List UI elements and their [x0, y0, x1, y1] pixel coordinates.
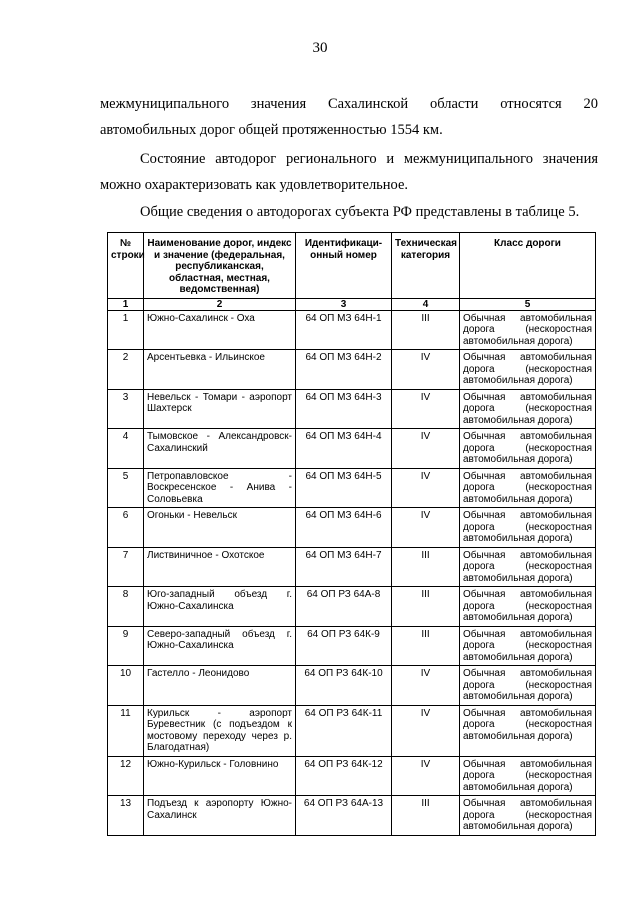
road-class-cell: Обычная автомобильная дорога (нескоростная автомобильная дорога): [460, 626, 596, 666]
table-row: [108, 389, 596, 429]
table-row: [108, 626, 596, 666]
tech-category-cell: IV: [392, 429, 460, 469]
road-class-cell: Обычная автомобильная дорога (нескоростная автомобильная дорога): [460, 705, 596, 756]
tech-category-cell: III: [392, 310, 460, 350]
row-number-cell: 13: [108, 796, 144, 836]
id-number-cell: 64 ОП МЗ 64Н-1: [296, 310, 392, 350]
row-number-cell: 5: [108, 468, 144, 508]
row-number-cell: 9: [108, 626, 144, 666]
tech-category-cell: III: [392, 796, 460, 836]
table-body: [108, 310, 596, 835]
row-number-cell: 12: [108, 756, 144, 796]
road-name-cell: Южно-Сахалинск - Оха: [144, 310, 296, 350]
paragraph-roads-count: межмуниципального значения Сахалинской области относятся 20 автомобильных дорог общей протяженностью 1554 км.: [100, 95, 598, 138]
id-number-cell: 64 ОП РЗ 64А-8: [296, 587, 392, 627]
column-number: 4: [392, 298, 460, 310]
road-name-cell: Петропавловское - Воскресенское - Анива - Соловьевка: [144, 468, 296, 508]
road-name-cell: Тымовское - Александровск-Сахалинский: [144, 429, 296, 469]
tech-category-cell: IV: [392, 468, 460, 508]
tech-category-cell: IV: [392, 389, 460, 429]
table-row: [108, 468, 596, 508]
header-road-class: Класс дороги: [460, 233, 596, 299]
table-header-row: [108, 233, 596, 299]
column-number: 3: [296, 298, 392, 310]
road-class-cell: Обычная автомобильная дорога (нескоростная автомобильная дорога): [460, 756, 596, 796]
tech-category-cell: IV: [392, 666, 460, 706]
road-class-cell: Обычная автомобильная дорога (нескоростная автомобильная дорога): [460, 350, 596, 390]
road-name-cell: Северо-западный объезд г. Южно-Сахалинска: [144, 626, 296, 666]
table-row: [108, 796, 596, 836]
row-number-cell: 4: [108, 429, 144, 469]
road-class-cell: Обычная автомобильная дорога (нескоростная автомобильная дорога): [460, 547, 596, 587]
id-number-cell: 64 ОП МЗ 64Н-3: [296, 389, 392, 429]
road-class-cell: Обычная автомобильная дорога (нескоростная автомобильная дорога): [460, 508, 596, 548]
tech-category-cell: III: [392, 626, 460, 666]
road-class-cell: Обычная автомобильная дорога (нескоростная автомобильная дорога): [460, 666, 596, 706]
road-class-cell: Обычная автомобильная дорога (нескоростная автомобильная дорога): [460, 429, 596, 469]
table-row: [108, 508, 596, 548]
paragraph-table-intro: Общие сведения о автодорогах субъекта РФ представлены в таблице 5.: [140, 203, 580, 220]
column-number: 1: [108, 298, 144, 310]
roads-table: [107, 232, 596, 836]
tech-category-cell: IV: [392, 508, 460, 548]
row-number-cell: 7: [108, 547, 144, 587]
id-number-cell: 64 ОП РЗ 64К-11: [296, 705, 392, 756]
road-class-cell: Обычная автомобильная дорога (нескоростная автомобильная дорога): [460, 310, 596, 350]
page-number: 30: [312, 40, 328, 56]
road-name-cell: Юго-западный объезд г. Южно-Сахалинска: [144, 587, 296, 627]
road-name-cell: Арсентьевка - Ильинское: [144, 350, 296, 390]
header-id-number: Идентификаци-онный номер: [296, 233, 392, 299]
column-number: 5: [460, 298, 596, 310]
tech-category-cell: III: [392, 587, 460, 627]
road-class-cell: Обычная автомобильная дорога (нескоростная автомобильная дорога): [460, 389, 596, 429]
row-number-cell: 2: [108, 350, 144, 390]
table-row: [108, 350, 596, 390]
road-class-cell: Обычная автомобильная дорога (нескоростная автомобильная дорога): [460, 468, 596, 508]
header-road-name: Наименование дорог, индекс и значение (федеральная, республиканская, областная, местная, ведомственная): [144, 233, 296, 299]
table-row: [108, 756, 596, 796]
road-name-cell: Листвиничное - Охотское: [144, 547, 296, 587]
road-class-cell: Обычная автомобильная дорога (нескоростная автомобильная дорога): [460, 796, 596, 836]
row-number-cell: 1: [108, 310, 144, 350]
column-number: 2: [144, 298, 296, 310]
id-number-cell: 64 ОП МЗ 64Н-2: [296, 350, 392, 390]
id-number-cell: 64 ОП РЗ 64К-12: [296, 756, 392, 796]
row-number-cell: 3: [108, 389, 144, 429]
table-row: [108, 429, 596, 469]
id-number-cell: 64 ОП МЗ 64Н-7: [296, 547, 392, 587]
column-numbers-row: [108, 298, 596, 310]
tech-category-cell: IV: [392, 756, 460, 796]
header-row-number: № строки: [108, 233, 144, 299]
tech-category-cell: III: [392, 547, 460, 587]
id-number-cell: 64 ОП РЗ 64К-9: [296, 626, 392, 666]
row-number-cell: 10: [108, 666, 144, 706]
row-number-cell: 11: [108, 705, 144, 756]
row-number-cell: 6: [108, 508, 144, 548]
row-number-cell: 8: [108, 587, 144, 627]
road-class-cell: Обычная автомобильная дорога (нескоростная автомобильная дорога): [460, 587, 596, 627]
id-number-cell: 64 ОП МЗ 64Н-6: [296, 508, 392, 548]
road-name-cell: Гастелло - Леонидово: [144, 666, 296, 706]
table-row: [108, 547, 596, 587]
road-name-cell: Невельск - Томари - аэропорт Шахтерск: [144, 389, 296, 429]
id-number-cell: 64 ОП МЗ 64Н-4: [296, 429, 392, 469]
road-name-cell: Огоньки - Невельск: [144, 508, 296, 548]
road-name-cell: Курильск - аэропорт Буревестник (с подъездом к мостовому переходу через р. Благодатная): [144, 705, 296, 756]
table-row: [108, 666, 596, 706]
paragraph-roads-condition: Состояние автодорог регионального и межмуниципального значения можно охарактеризовать как удовлетворительное.: [100, 150, 598, 193]
road-name-cell: Подъезд к аэропорту Южно-Сахалинск: [144, 796, 296, 836]
table-row: [108, 705, 596, 756]
id-number-cell: 64 ОП РЗ 64А-13: [296, 796, 392, 836]
header-tech-category: Техническая категория: [392, 233, 460, 299]
road-name-cell: Южно-Курильск - Головнино: [144, 756, 296, 796]
table-row: [108, 587, 596, 627]
tech-category-cell: IV: [392, 350, 460, 390]
tech-category-cell: IV: [392, 705, 460, 756]
table-row: [108, 310, 596, 350]
id-number-cell: 64 ОП МЗ 64Н-5: [296, 468, 392, 508]
id-number-cell: 64 ОП РЗ 64К-10: [296, 666, 392, 706]
